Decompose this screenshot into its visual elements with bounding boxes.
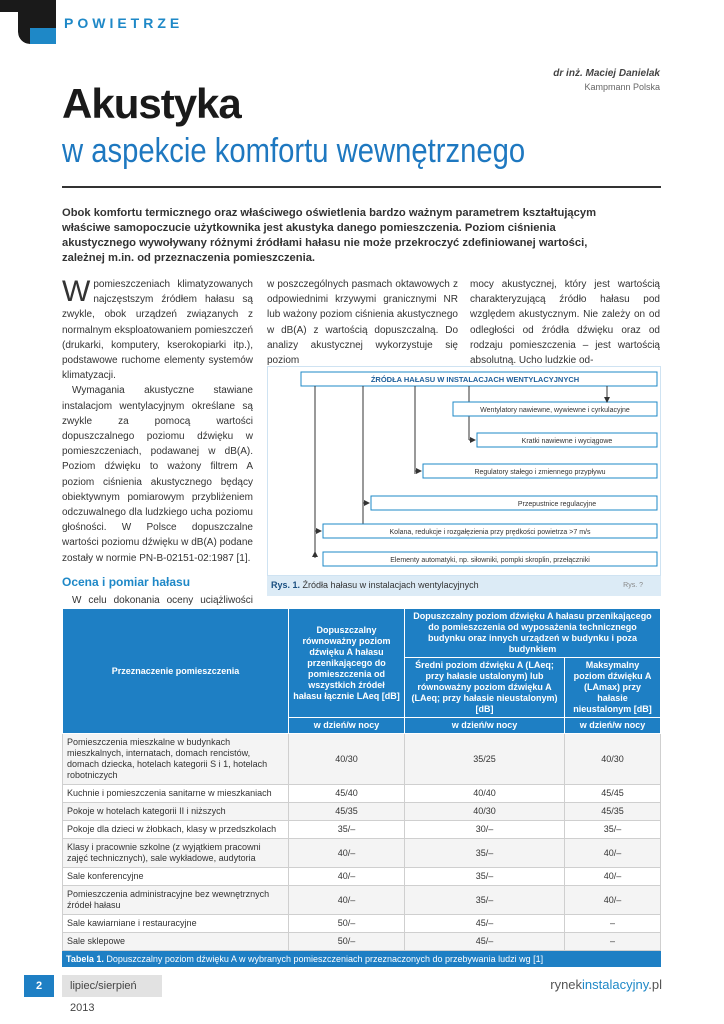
cell-average: 35/– [405, 839, 565, 868]
author-block [553, 68, 660, 92]
diagram-root-label: ŹRÓDŁA HAŁASU W INSTALACJACH WENTYLACYJNYCH [370, 375, 580, 384]
cell-room: Sale konferencyjne [63, 868, 289, 886]
cell-room: Sale kawiarniane i restauracyjne [63, 915, 289, 933]
subheader-day-night: w dzień/w nocy [565, 718, 661, 734]
lead-paragraph: Obok komfortu termicznego oraz właściwego oświetlenia bardzo ważnym parametrem kształtującym właściwe samopoczucie użytkownika jest akustyka danego pomieszczenia. Poziom ciśnienia akustycznego wywoływany różnymi źródłami hałasu nie może przekroczyć zdefiniowanej wartości, zależnej m.in. od przeznaczenia pomieszczenia. [62, 207, 597, 264]
cell-room: Pomieszczenia mieszkalne w budynkach mieszkalnych, internatach, domach rencistów, domach dziecka, hotelach kategorii S i 1, hotelach robotniczych [63, 734, 289, 785]
diagram-item-label: Wentylatory nawiewne, wywiewne i cyrkulacyjne [480, 407, 630, 414]
table-row [63, 803, 661, 821]
cell-room: Pokoje w hotelach kategorii II i niższych [63, 803, 289, 821]
header-max: Maksymalny poziom dźwięku A (LAmax) przy hałasie nieustalonym [dB] [565, 658, 661, 718]
cell-max: 45/45 [565, 785, 661, 803]
cell-average: 45/– [405, 915, 565, 933]
cell-total: 35/– [289, 821, 405, 839]
table-caption-label: Tabela 1. [66, 954, 104, 964]
table-row [63, 886, 661, 915]
table-row [63, 868, 661, 886]
header-equipment: Dopuszczalny poziom dźwięku A hałasu przenikającego do pomieszczenia od wyposażenia technicznego budynku oraz innych urządzeń w budynku i poza budynkiem [405, 609, 661, 658]
cell-room: Pokoje dla dzieci w żłobkach, klasy w przedszkolach [63, 821, 289, 839]
table-caption-text: Dopuszczalny poziom dźwięku A w wybranych pomieszczeniach przeznaczonych do przebywania ludzi wg [1] [106, 954, 544, 964]
paragraph: Wymagania akustyczne stawiane instalacjom wentylacyjnym określane są zwykle za pomocą wartości dopuszczalnego poziomu dźwięku w pomieszczeniach, podawanej w dB(A). Poziom dźwięku to ważony filtrem A poziom ciśnienia akustycznego będący obiektywnym pomiarowym przybliżeniem odczuwalnego dla ludzkiego ucha poziomu głośności. W Polsce dopuszczalne wartości poziomu dźwięku w dB(A) podane zostały w normie PN-B-02151-02:1987 [1]. [62, 385, 253, 564]
cell-total: 45/40 [289, 785, 405, 803]
cell-average: 30/– [405, 821, 565, 839]
cell-max: 40/– [565, 839, 661, 868]
table-row [63, 734, 661, 785]
cell-total: 40/– [289, 839, 405, 868]
cell-max: 40/– [565, 868, 661, 886]
header-average: Średni poziom dźwięku A (LAeq; przy hałasie ustalonym) lub równoważny poziom dźwięku A (LAeq; przy hałasie nieustalonym) [dB] [405, 658, 565, 718]
issue-date: lipiec/sierpień 2013 [62, 975, 162, 997]
table-noise-limits [62, 608, 661, 967]
cell-max: 40/– [565, 886, 661, 915]
cell-average: 35/– [405, 886, 565, 915]
cell-max: – [565, 915, 661, 933]
cell-average: 45/– [405, 933, 565, 951]
drop-cap: W [62, 275, 91, 308]
diagram-item-label: Kratki nawiewne i wyciągowe [521, 438, 613, 445]
diagram-item-label: Regulatory stałego i zmiennego przypływu [474, 469, 606, 476]
cell-average: 40/30 [405, 803, 565, 821]
corner-logo [0, 0, 56, 44]
article-title: Akustyka [62, 80, 241, 127]
figure-caption-label: Rys. 1. [271, 580, 301, 590]
cell-room: Sale sklepowe [63, 933, 289, 951]
text-column-3 [470, 277, 660, 368]
cell-total: 45/35 [289, 803, 405, 821]
cell-total: 40/– [289, 886, 405, 915]
figure-noise-sources [267, 366, 661, 596]
cell-max: – [565, 933, 661, 951]
page-number: 2 [24, 975, 54, 997]
table-row [63, 915, 661, 933]
header-room: Przeznaczenie pomieszczenia [63, 609, 289, 734]
site-part: rynek [550, 977, 583, 992]
cell-room: Kuchnie i pomieszczenia sanitarne w mieszkaniach [63, 785, 289, 803]
cell-max: 40/30 [565, 734, 661, 785]
site-part: instalacyjny [582, 977, 649, 992]
diagram-item-label: Przepustnice regulacyjne [517, 501, 597, 508]
figure-caption [271, 580, 479, 590]
table-body [63, 734, 661, 951]
diagram-item-box [371, 496, 657, 510]
table-row [63, 785, 661, 803]
title-divider [62, 186, 661, 188]
website-link[interactable] [550, 977, 662, 992]
noise-sources-diagram [267, 366, 661, 576]
cell-total: 40/– [289, 868, 405, 886]
figure-caption-bar [267, 576, 661, 596]
diagram-item-label: Elementy automatyki, np. siłowniki, pompki skroplin, przełączniki [390, 557, 590, 564]
paragraph: w poszczególnych pasmach oktawowych z odpowiednimi krzywymi granicznymi NR lub ważony poziom ciśnienia akustycznego w dB(A) z wartością dopuszczalną. Do analizy akustycznej wykorzystuje się poziom [267, 279, 458, 367]
section-heading: Ocena i pomiar hałasu [62, 574, 191, 589]
header-total: Dopuszczalny równoważny poziom dźwięku A hałasu przenikającego do pomieszczenia od wszystkich źródeł hałasu łącznie LAeq [dB] [289, 609, 405, 718]
article-subtitle: w aspekcie komfortu wewnętrznego [62, 132, 526, 170]
cell-total: 40/30 [289, 734, 405, 785]
cell-average: 35/25 [405, 734, 565, 785]
paragraph: mocy akustycznej, który jest wartością charakteryzującą źródło hałasu pod względem akustycznym. Nie zależy on od odległości od źródła dźwięku oraz od rodzaju pomieszczenia – jest wartością absolutną. Ucho ludzkie od- [470, 279, 660, 367]
subheader-day-night: w dzień/w nocy [405, 718, 565, 734]
diagram-item-label: Kolana, redukcje i rozgałęzienia przy prędkości powietrza >7 m/s [389, 529, 591, 536]
cell-total: 50/– [289, 933, 405, 951]
author-name: dr inż. Maciej Danielak [553, 68, 660, 79]
figure-reference: Rys. ? [623, 582, 643, 589]
text-column-1 [62, 277, 253, 654]
table-caption [62, 951, 661, 967]
cell-room: Klasy i pracownie szkolne (z wyjątkiem pracowni zajęć technicznych), sale wykładowe, audytoria [63, 839, 289, 868]
cell-max: 45/35 [565, 803, 661, 821]
table-row [63, 839, 661, 868]
cell-total: 50/– [289, 915, 405, 933]
cell-average: 35/– [405, 868, 565, 886]
table-row [63, 821, 661, 839]
cell-max: 35/– [565, 821, 661, 839]
figure-caption-text: Źródła hałasu w instalacjach wentylacyjnych [302, 580, 479, 590]
noise-limits-table [62, 608, 661, 951]
author-organization: Kampmann Polska [584, 82, 660, 92]
cell-room: Pomieszczenia administracyjne bez wewnętrznych źródeł hałasu [63, 886, 289, 915]
table-row [63, 933, 661, 951]
subheader-day-night: w dzień/w nocy [289, 718, 405, 734]
cell-average: 40/40 [405, 785, 565, 803]
paragraph: pomieszczeniach klimatyzowanych najczęstszym źródłem hałasu są zwykle, obok urządzeń związanych z normalnym eksploatowaniem pomieszczeń (drukarki, komputery, kserokopiarki itp.), podstawowe ruchome elementy systemów klimatyzacji. [62, 279, 253, 382]
site-part: .pl [648, 977, 662, 992]
paragraph: W celu dokonania oceny uciążliwości [72, 594, 253, 606]
section-label: POWIETRZE [64, 15, 184, 31]
text-column-2 [267, 277, 458, 368]
